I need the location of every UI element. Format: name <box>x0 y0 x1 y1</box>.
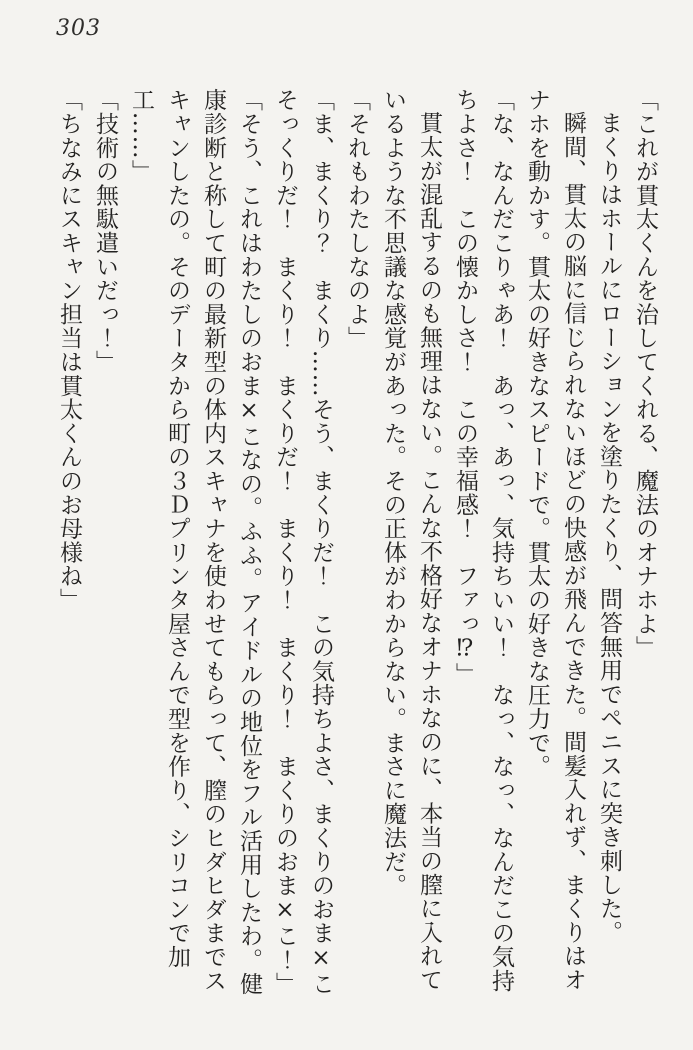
paragraph: 「これが貫太くんを治してくれる、魔法のオナホよ」 <box>632 88 658 660</box>
paragraph: 「それもわたしなのよ」 <box>344 88 370 350</box>
paragraph: 「技術の無駄遣いだっ！」 <box>92 88 118 374</box>
paragraph: まくりはホールにローションを塗りたくり、問答無用でペニスに突き刺した。 <box>596 111 622 944</box>
paragraph: 貫太が混乱するのも無理はない。こんな不格好なオナホなのに、本当の膣に入れているような不思議な感覚があった。その正体がわからない。まさに魔法だ。 <box>380 88 442 992</box>
paragraph: 「な、なんだこりゃあ！ あっ、あっ、気持ちいい！ なっ、なっ、なんだこの気持ちよさ！ この懐かしさ！ この幸福感！ ファっ⁉」 <box>452 88 514 993</box>
page-number: 303 <box>56 16 101 41</box>
body-text <box>51 88 663 996</box>
paragraph: 「そう、これはわたしのおま×こなの。ふふ。アイドルの地位をフル活用したわ。健康診断と称して町の最新型の体内スキャナを使わせてもらって、膣のヒダヒダまでスキャンしたの。そのデータから町の３Ｄプリンタ屋さんで型を作り、シリコンで加工……」 <box>128 88 262 996</box>
paragraph: 瞬間、貫太の脳に信じられないほどの快感が飛んできた。間髪入れず、まくりはオナホを動かす。貫太の好きなスピードで。貫太の好きな圧力で。 <box>524 88 586 992</box>
paragraph: 「ちなみにスキャン担当は貫太くんのお母様ね」 <box>56 88 82 612</box>
paragraph: 「ま、まくり？ まくり……そう、まくりだ！ この気持ちよさ、まくりのおま×こそっくりだ！ まくり！ まくりだ！ まくり！ まくり！ まくりのおま×こ！」 <box>272 88 334 996</box>
